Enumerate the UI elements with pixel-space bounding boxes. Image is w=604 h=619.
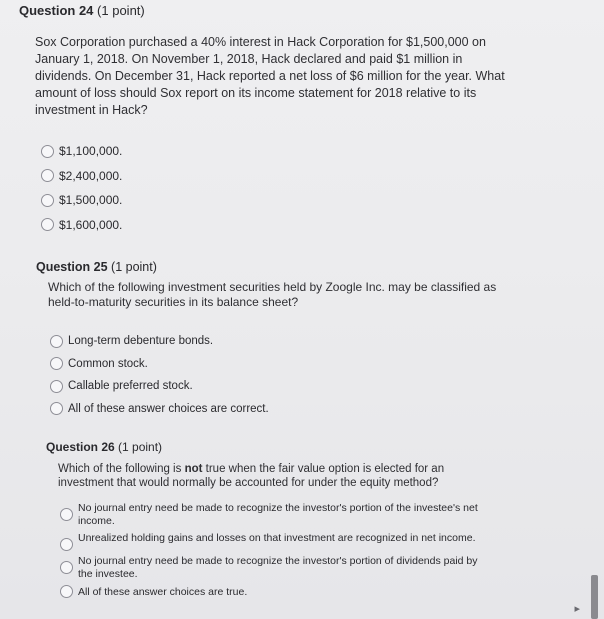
- radio-button-icon[interactable]: [41, 169, 54, 182]
- question-number: Question 24: [19, 3, 94, 18]
- radio-button-icon[interactable]: [60, 561, 73, 574]
- answer-option[interactable]: [50, 330, 576, 353]
- question-24: [19, 3, 579, 237]
- answer-label: All of these answer choices are true.: [78, 585, 248, 598]
- answer-label: $1,100,000.: [59, 144, 123, 159]
- answer-label: $1,600,000.: [59, 217, 123, 232]
- question-text: Sox Corporation purchased a 40% interest in Hack Corporation for $1,500,000 on January 1, 2018. On November 1, 2018, Hack declared and paid $1 million in dividends. On December 31, Hack reported a net loss of $6 million for the year. What amount of loss should Sox report on its income statement for 2018 relative to its investment in Hack?: [35, 35, 505, 117]
- question-header: [36, 260, 576, 274]
- radio-button-icon[interactable]: [60, 538, 73, 551]
- answer-option[interactable]: [41, 164, 579, 189]
- answer-option[interactable]: [60, 585, 566, 598]
- answer-option[interactable]: [50, 398, 576, 421]
- radio-button-icon[interactable]: [60, 585, 73, 598]
- question-text: [58, 462, 458, 490]
- question-text: Which of the following investment securities held by Zoogle Inc. may be classified as held-to-maturity securities in its balance sheet?: [48, 280, 497, 309]
- question-text-after: true when the fair value option is elected for an investment that would normally be accounted for under the equity method?: [58, 463, 445, 489]
- answer-option[interactable]: [41, 188, 579, 213]
- answer-options: [41, 139, 579, 237]
- radio-button-icon[interactable]: [50, 380, 63, 393]
- answer-label: $2,400,000.: [59, 168, 123, 183]
- answer-options: [60, 502, 566, 598]
- answer-option[interactable]: [60, 532, 566, 551]
- question-points: (1 point): [97, 3, 145, 18]
- question-number: Question 26: [46, 440, 115, 454]
- answer-option[interactable]: [50, 353, 576, 376]
- answer-option[interactable]: [50, 375, 576, 398]
- question-header: [46, 440, 566, 454]
- question-26: [46, 440, 566, 602]
- question-header: [19, 3, 579, 18]
- radio-button-icon[interactable]: [60, 508, 73, 521]
- answer-label: No journal entry need be made to recognize the investor's portion of the investee's net income.: [78, 502, 478, 527]
- radio-button-icon[interactable]: [41, 194, 54, 207]
- question-25: [36, 260, 576, 420]
- answer-option[interactable]: [60, 502, 566, 528]
- answer-label: $1,500,000.: [59, 193, 123, 208]
- radio-button-icon[interactable]: [50, 335, 63, 348]
- scrollbar-thumb[interactable]: [591, 575, 598, 619]
- answer-label: Long-term debenture bonds.: [68, 335, 214, 348]
- question-points: (1 point): [118, 440, 163, 454]
- answer-label: All of these answer choices are correct.: [68, 402, 269, 415]
- answer-label: Callable preferred stock.: [68, 380, 193, 393]
- answer-label: No journal entry need be made to recognize the investor's portion of dividends paid by the investee.: [78, 555, 478, 580]
- answer-option[interactable]: [41, 139, 579, 164]
- mouse-pointer-icon: ▸: [574, 603, 580, 615]
- question-number: Question 25: [36, 260, 108, 274]
- radio-button-icon[interactable]: [41, 145, 54, 158]
- question-text-before: Which of the following is: [58, 463, 185, 475]
- question-points: (1 point): [111, 260, 157, 274]
- answer-option[interactable]: [60, 555, 566, 581]
- radio-button-icon[interactable]: [41, 218, 54, 231]
- radio-button-icon[interactable]: [50, 357, 63, 370]
- question-text-emphasis: not: [184, 463, 203, 475]
- answer-label: Common stock.: [68, 357, 148, 370]
- answer-option[interactable]: [41, 213, 579, 238]
- answer-options: [50, 330, 576, 420]
- answer-label: Unrealized holding gains and losses on that investment are recognized in net income.: [78, 532, 476, 544]
- radio-button-icon[interactable]: [50, 402, 63, 415]
